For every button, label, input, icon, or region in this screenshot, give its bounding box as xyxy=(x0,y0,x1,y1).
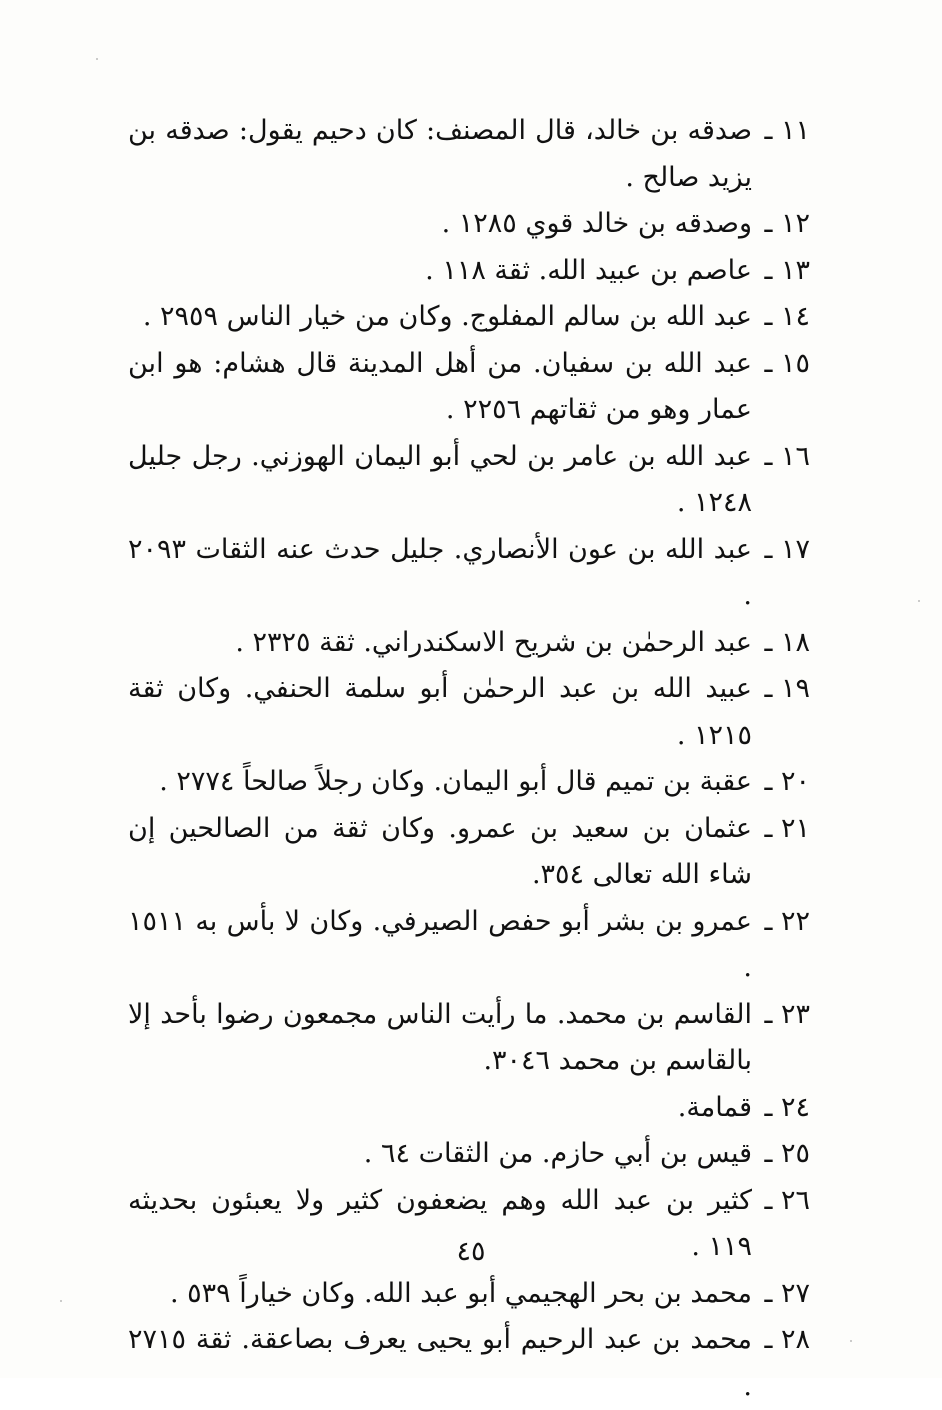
entry-number: ٢٦ ـ xyxy=(764,1184,810,1216)
entry-text: محمد بن بحر الهجيمي أبو عبد الله. وكان خياراً ٥٣٩ . xyxy=(169,1277,752,1309)
list-item xyxy=(128,806,810,899)
list-item xyxy=(128,1131,810,1178)
entry-number: ١٦ ـ xyxy=(764,440,810,472)
list-item xyxy=(128,1317,810,1410)
entry-number: ١٤ ـ xyxy=(764,301,810,332)
entry-number: ٢٥ ـ xyxy=(764,1138,810,1169)
list-item xyxy=(128,666,810,759)
entry-text: كثير بن عبد الله وهم يضعفون كثير ولا يعبئون بحديثه ١١٩ . xyxy=(128,1184,752,1262)
scan-speck xyxy=(96,58,98,60)
entry-number: ١٣ ـ xyxy=(764,254,810,286)
scan-speck xyxy=(60,1300,62,1302)
list-item xyxy=(128,992,810,1085)
list-item xyxy=(128,1271,810,1318)
entry-number: ٢٢ ـ xyxy=(764,905,810,937)
entry-text: صدقه بن خالد، قال المصنف: كان دحيم يقول: صدقه بن يزيد صالح . xyxy=(128,115,752,193)
scan-speck xyxy=(850,1340,852,1342)
entry-text: محمد بن عبد الرحيم أبو يحيى يعرف بصاعقة. ثقة ٢٧١٥ . xyxy=(128,1324,752,1402)
entry-text: عثمان بن سعيد بن عمرو. وكان ثقة من الصالحين إن شاء الله تعالى ٣٥٤. xyxy=(128,812,752,890)
list-item xyxy=(128,108,810,201)
narrator-list xyxy=(128,108,810,1410)
entry-number: ١٩ ـ xyxy=(764,673,810,704)
entry-text: قمامة. xyxy=(677,1091,752,1123)
entry-number: ١١ ـ xyxy=(764,115,810,146)
entry-number: ٢٤ ـ xyxy=(764,1091,810,1123)
scan-speck xyxy=(918,600,920,602)
entry-text: وصدقه بن خالد قوي ١٢٨٥ . xyxy=(441,208,752,239)
list-item xyxy=(128,248,810,295)
entry-text: عبد الله بن سالم المفلوج. وكان من خيار الناس ٢٩٥٩ . xyxy=(142,301,752,332)
entry-text: القاسم بن محمد. ما رأيت الناس مجمعون رضوا بأحد إلا بالقاسم بن محمد ٣٠٤٦. xyxy=(128,998,752,1076)
entry-text: عبيد الله بن عبد الرحمٰن أبو سلمة الحنفي. وكان ثقة ١٢١٥ . xyxy=(128,673,752,751)
entry-text: عبد الله بن سفيان. من أهل المدينة قال هشام: هو ابن عمار وهو من ثقاتهم ٢٢٥٦ . xyxy=(128,347,752,425)
list-item xyxy=(128,620,810,667)
entry-text: عاصم بن عبيد الله. ثقة ١١٨ . xyxy=(425,254,752,286)
page-number: ٤٥ xyxy=(456,1236,486,1267)
list-item xyxy=(128,1085,810,1132)
entry-number: ٢١ ـ xyxy=(764,812,810,844)
entry-text: عبد الله بن عامر بن لحي أبو اليمان الهوزني. رجل جليل ١٢٤٨ . xyxy=(128,440,752,518)
list-item xyxy=(128,341,810,434)
list-item xyxy=(128,899,810,992)
entry-number: ٢٧ ـ xyxy=(764,1277,810,1309)
entry-text: عبد الله بن عون الأنصاري. جليل حدث عنه الثقات ٢٠٩٣ . xyxy=(128,533,752,611)
entry-number: ٢٠ ـ xyxy=(764,766,810,797)
list-item xyxy=(128,294,810,341)
entry-text: عمرو بن بشر أبو حفص الصيرفي. وكان لا بأس به ١٥١١ . xyxy=(128,905,752,983)
entry-text: قيس بن أبي حازم. من الثقات ٦٤ . xyxy=(363,1138,752,1169)
list-item xyxy=(128,434,810,527)
entry-text: عبد الرحمٰن بن شريح الاسكندراني. ثقة ٢٣٢٥ . xyxy=(235,626,752,658)
entry-number: ٢٣ ـ xyxy=(764,998,810,1030)
entry-number: ١٧ ـ xyxy=(764,533,810,565)
entry-number: ١٢ ـ xyxy=(764,208,810,239)
list-item xyxy=(128,759,810,806)
list-item xyxy=(128,527,810,620)
entry-number: ١٨ ـ xyxy=(764,626,810,658)
list-item xyxy=(128,201,810,248)
entry-number: ١٥ ـ xyxy=(764,347,810,379)
entry-number: ٢٨ ـ xyxy=(764,1324,810,1355)
entry-text: عقبة بن تميم قال أبو اليمان. وكان رجلاً صالحاً ٢٧٧٤ . xyxy=(159,766,752,797)
